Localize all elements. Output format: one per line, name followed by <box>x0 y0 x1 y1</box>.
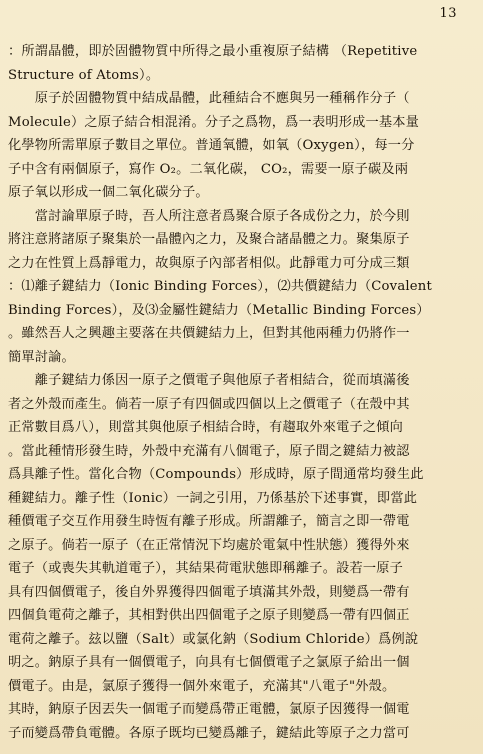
text-line: 四個負電荷之離子，其相對供出四個電子之原子則變爲一帶有四個正 <box>8 608 410 623</box>
text-line: Molecule）之原子結合相混淆。分子之爲物，爲一表明形成一基本量 <box>8 114 420 130</box>
text-line: 離子鍵結力係因一原子之價電子與他原子者相結合，從而填滿後 <box>8 373 410 388</box>
text-line: 正常數目爲八），則當其與他原子相結合時，有趨取外來電子之傾向 <box>8 420 404 435</box>
text-line: 子中含有兩個原子，寫作 O₂。二氧化碳， CO₂，需要一原子碳及兩 <box>8 161 409 177</box>
text-line: Binding Forces），及⑶金屬性鍵結力（Metallic Binding Forces） <box>8 302 430 318</box>
text-line: 電子（或喪失其軌道電子），其結果荷電狀態即稱離子。設若一原子 <box>8 561 404 576</box>
text-line: 其時，鈉原子因丟失一個電子而變爲帶正電體，氯原子因獲得一個電 <box>8 702 410 717</box>
text-line: 者之外殼而產生。倘若一原子有四個或四個以上之價電子（在殼中其 <box>8 396 410 412</box>
text-line: 。當此種情形發生時，外殼中充滿有八個電子，原子間之鍵結力被認 <box>8 443 410 459</box>
text-line: 之原子。倘若一原子（在正常情況下均處於電氣中性狀態）獲得外來 <box>8 537 410 553</box>
text-line: ：所謂晶體，即於固體物質中所得之最小重複原子結構 （Repetitive <box>8 44 418 59</box>
text-line: 。雖然吾人之興趣主要落在共價鍵結力上，但對其他兩種力仍將作一 <box>8 326 410 341</box>
text-line: 價電子。由是，氯原子獲得一個外來電子，充滿其"八電子"外殼。 <box>8 678 396 694</box>
text-line: 當討論單原子時，吾人所注意者爲聚合原子各成份之力，於今則 <box>8 208 410 224</box>
text-line: 種鍵結力。離子性（Ionic）一詞之引用，乃係基於下述事實，即當此 <box>8 490 418 506</box>
body-text <box>8 40 466 745</box>
text-line: 原子氧以形成一個二氧化碳分子。 <box>8 185 209 200</box>
page-number: 13 <box>439 6 457 21</box>
text-line: 原子於固體物質中結成晶體，此種結合不應與另一種稱作分子（ <box>8 91 410 106</box>
text-line: 種價電子交互作用發生時恆有離子形成。所謂離子，簡言之即一帶電 <box>8 514 410 529</box>
text-line: Structure of Atoms）。 <box>8 67 160 83</box>
text-line: 子而變爲帶負電體。各原子既均已變爲離子，鍵結此等原子之力當可 <box>8 725 410 741</box>
text-line: 明之。鈉原子具有一個價電子，向具有七個價電子之氯原子給出一個 <box>8 655 410 670</box>
text-line: 簡單討論。 <box>8 349 75 365</box>
text-line: 電荷之離子。玆以鹽（Salt）或氯化鈉（Sodium Chloride）爲例說 <box>8 631 419 647</box>
text-line: 之力在性質上爲靜電力，故與原子內部者相似。此靜電力可分成三類 <box>8 255 410 271</box>
text-line: 爲具離子性。當化合物（Compounds）形成時，原子間通常均發生此 <box>8 467 424 482</box>
text-line: 將注意將諸原子聚集於一晶體內之力，及聚合諸晶體之力。聚集原子 <box>8 232 410 247</box>
text-line: ：⑴離子鍵結力（Ionic Binding Forces），⑵共價鍵結力（Covalent <box>8 279 432 294</box>
text-line: 化學物所需單原子數目之單位。普通氧體，如氧（Oxygen），每一分 <box>8 138 415 153</box>
text-line: 具有四個價電子，後自外界獲得四個電子填滿其外殼，則變爲一帶有 <box>8 584 410 600</box>
